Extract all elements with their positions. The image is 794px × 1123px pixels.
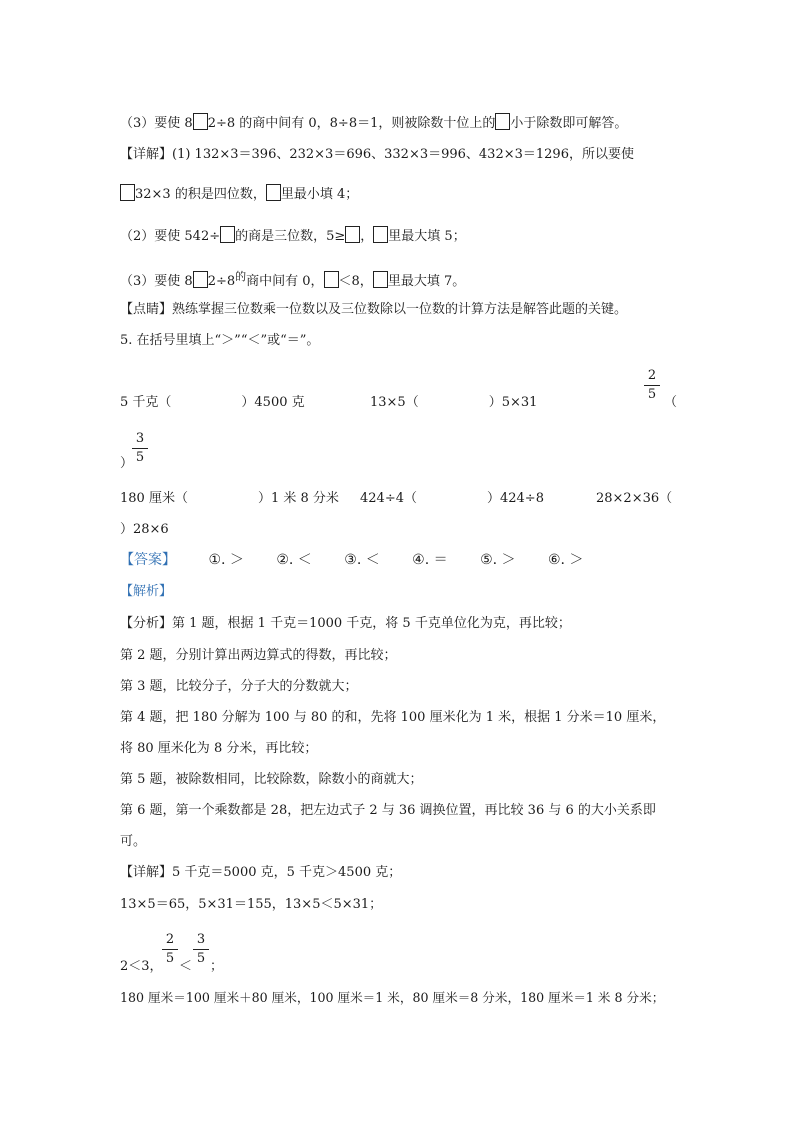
detail-line-4: （3）要使 8 $2\div 8^的$商中间有 0， ＜8， 里最大填 7。	[120, 270, 466, 289]
key-point-line: 【点睛】熟练掌握三位数乘一位数以及三位数除以一位数的计算方法是解答此题的关键。	[120, 302, 628, 317]
blank-box	[373, 271, 388, 288]
analysis-line: 将 80 厘米化为 8 分米，再比较；	[120, 741, 318, 756]
question-row-1: 5 千克（ ）4500 克	[120, 395, 305, 410]
detail-line-2: 32×3 的积是四位数， 里最小填 4；	[120, 184, 358, 205]
blank-box	[324, 271, 339, 288]
answer-item: ②. ＜	[276, 552, 312, 568]
analysis-line: 13×5＝65，5×31＝155，13×5＜5×31；	[120, 897, 383, 912]
question-row-1b: 13×5（ ）5×31	[370, 395, 538, 410]
blank-box	[373, 226, 388, 243]
analysis-line: 【分析】第 1 题，根据 1 千克＝1000 千克，将 5 千克单位化为克，再比较；	[120, 616, 571, 631]
answer-item: ④. ＝	[412, 552, 448, 568]
question-row-4: ）28×6	[120, 522, 169, 537]
fraction-2-5: 2 5	[644, 368, 660, 403]
analysis-line: 第 2 题，分别计算出两边算式的得数，再比较；	[120, 648, 397, 663]
analysis-line: 【详解】5 千克＝5000 克，5 千克＞4500 克；	[120, 865, 402, 880]
answer-item: ⑤. ＞	[480, 552, 516, 568]
analysis-line: 可。	[120, 834, 147, 849]
answer-item: ③. ＜	[344, 552, 380, 568]
blank-box	[266, 184, 281, 201]
blank-box	[193, 271, 208, 288]
answer-label: 【答案】	[120, 552, 176, 568]
question-5-title: 5. 在括号里填上“＞”“＜”或“＝”。	[120, 333, 320, 348]
blank-box	[495, 113, 510, 130]
fraction-3-5: 3 5	[193, 932, 209, 967]
fraction-2-5: 2 5	[162, 932, 178, 967]
analysis-line: 第 6 题，第一个乘数都是 28，把左边式子 2 与 36 调换位置，再比较 36 与 6 的大小关系即	[120, 803, 656, 818]
analysis-line: 第 3 题，比较分子，分子大的分数就大；	[120, 679, 358, 694]
question-row-3: 180 厘米（ ）1 米 8 分米	[120, 491, 339, 506]
step3-hint-line: （3）要使 8 2÷8 的商中间有 0，8÷8＝1，则被除数十位上的 小于除数即可解答。	[120, 113, 627, 134]
detail-line-1: 【详解】(1) 132×3＝396、232×3＝696、332×3＝996、432×3＝1296，所以要使	[120, 147, 634, 162]
question-row-3b: 424÷4（ ）424÷8	[360, 491, 544, 506]
analysis-line: 第 4 题，把 180 分解为 100 与 80 的和，先将 100 厘米化为 1 米，根据 1 分米＝10 厘米，	[120, 710, 666, 725]
detail-last-line: 180 厘米＝100 厘米＋80 厘米，100 厘米＝1 米，80 厘米＝8 分米，180 厘米＝1 米 8 分米；	[120, 990, 665, 1005]
answer-item: ①. ＞	[208, 552, 244, 568]
analysis-line: 第 5 题，被除数相同，比较除数，除数小的商就大；	[120, 772, 423, 787]
blank-box	[193, 113, 208, 130]
answer-item: ⑥. ＞	[547, 552, 584, 568]
blank-box	[220, 226, 235, 243]
fraction-3-5: 3 5	[132, 431, 148, 466]
detail-line-3: （2）要使 542÷ 的商是三位数，5≥ ， 里最大填 5；	[120, 226, 466, 247]
blank-box	[345, 226, 360, 243]
answer-row	[120, 550, 583, 570]
analysis-label: 【解析】	[120, 584, 173, 599]
blank-box	[120, 184, 135, 201]
